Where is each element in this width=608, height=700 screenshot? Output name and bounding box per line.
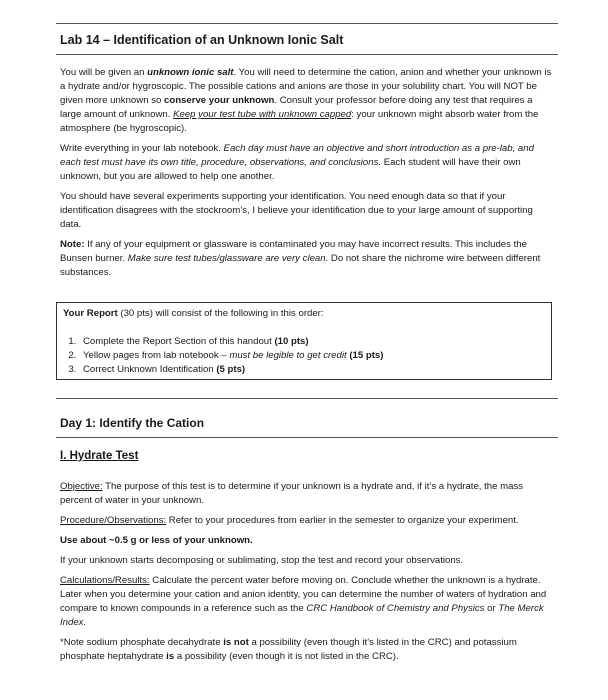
keep-capped-emphasis: Keep your test tube with unknown capped (173, 109, 352, 120)
day1-heading: Day 1: Identify the Cation (60, 416, 205, 430)
report-item: 1. Complete the Report Section of this handout (10 pts) (79, 335, 383, 349)
title-rule (56, 54, 558, 55)
page-title: Lab 14 – Identification of an Unknown Ionic Salt (60, 33, 344, 47)
phosphate-note-paragraph: *Note sodium phosphate decahydrate is not a possibility (even though it’s listed in the CRC) and potassium phosphate heptahydrate is a possibility (even though it is not listed in the CRC). (60, 637, 517, 662)
decomposing-paragraph: If your unknown starts decomposing or sublimating, stop the test and record your observations. (60, 555, 464, 566)
report-box (56, 302, 552, 380)
section-rule (56, 398, 558, 399)
note-paragraph: Note: If any of your equipment or glassware is contaminated you may have incorrect results. This includes the Bunsen burner. Make sure test tubes/glassware are very clean. Do not share the nichrome wire between different substances. (60, 239, 541, 278)
intro-paragraph-3: You should have several experiments supporting your identification. You need enough data so that if your identification disagrees with the stockroom’s, I believe your identification due to your large amount of supporting data. (60, 191, 533, 230)
objective-paragraph: Objective: The purpose of this test is to determine if your unknown is a hydrate and, if it’s a hydrate, the mass percent of water in your unknown. (60, 481, 524, 506)
report-heading: Your Report (30 pts) will consist of the following in this order: (63, 308, 324, 319)
hydrate-test-heading: I. Hydrate Test (60, 450, 139, 462)
use-about-paragraph: Use about ~0.5 g or less of your unknown. (60, 535, 253, 546)
top-rule (56, 23, 558, 24)
intro-paragraph-1: You will be given an unknown ionic salt. You will need to determine the cation, anion and whether your unknown is a hydrate and/or hygroscopic. The possible cations and anions are those in your solubility chart. You will NOT be given more unknown so conserve your unknown. Consult your professor before doing any test that requires a large amount of unknown. Keep your test tube with unknown capped: your unknown might absorb water from the atmosphere (be hygroscopic). (60, 67, 552, 134)
day1-rule (56, 437, 558, 438)
intro-paragraph-2: Write everything in your lab notebook. Each day must have an objective and short introduction as a pre-lab, and each test must have its own title, procedure, observations, and conclusions. Each student will have their own unknown, but you are allowed to help one another. (60, 143, 534, 182)
report-list (63, 335, 383, 377)
report-item: 3. Correct Unknown Identification (5 pts) (79, 363, 383, 377)
hydrate-test-section (60, 480, 552, 670)
report-item: 2. Yellow pages from lab notebook – must be legible to get credit (15 pts) (79, 349, 383, 363)
unknown-ionic-salt-emphasis: unknown ionic salt (147, 67, 234, 78)
procedure-paragraph: Procedure/Observations: Refer to your procedures from earlier in the semester to organize your experiment. (60, 515, 519, 526)
calculations-paragraph: Calculations/Results: Calculate the percent water before moving on. Conclude whether the unknown is a hydrate. Later when you determine your cation and anion identity, you can determine the number of waters of hydration and compare to known compounds in a reference such as the CRC Handbook of Chemistry and Physics or The Merck Index. (60, 575, 547, 628)
intro-section (60, 66, 552, 286)
conserve-emphasis: conserve your unknown (164, 95, 275, 106)
